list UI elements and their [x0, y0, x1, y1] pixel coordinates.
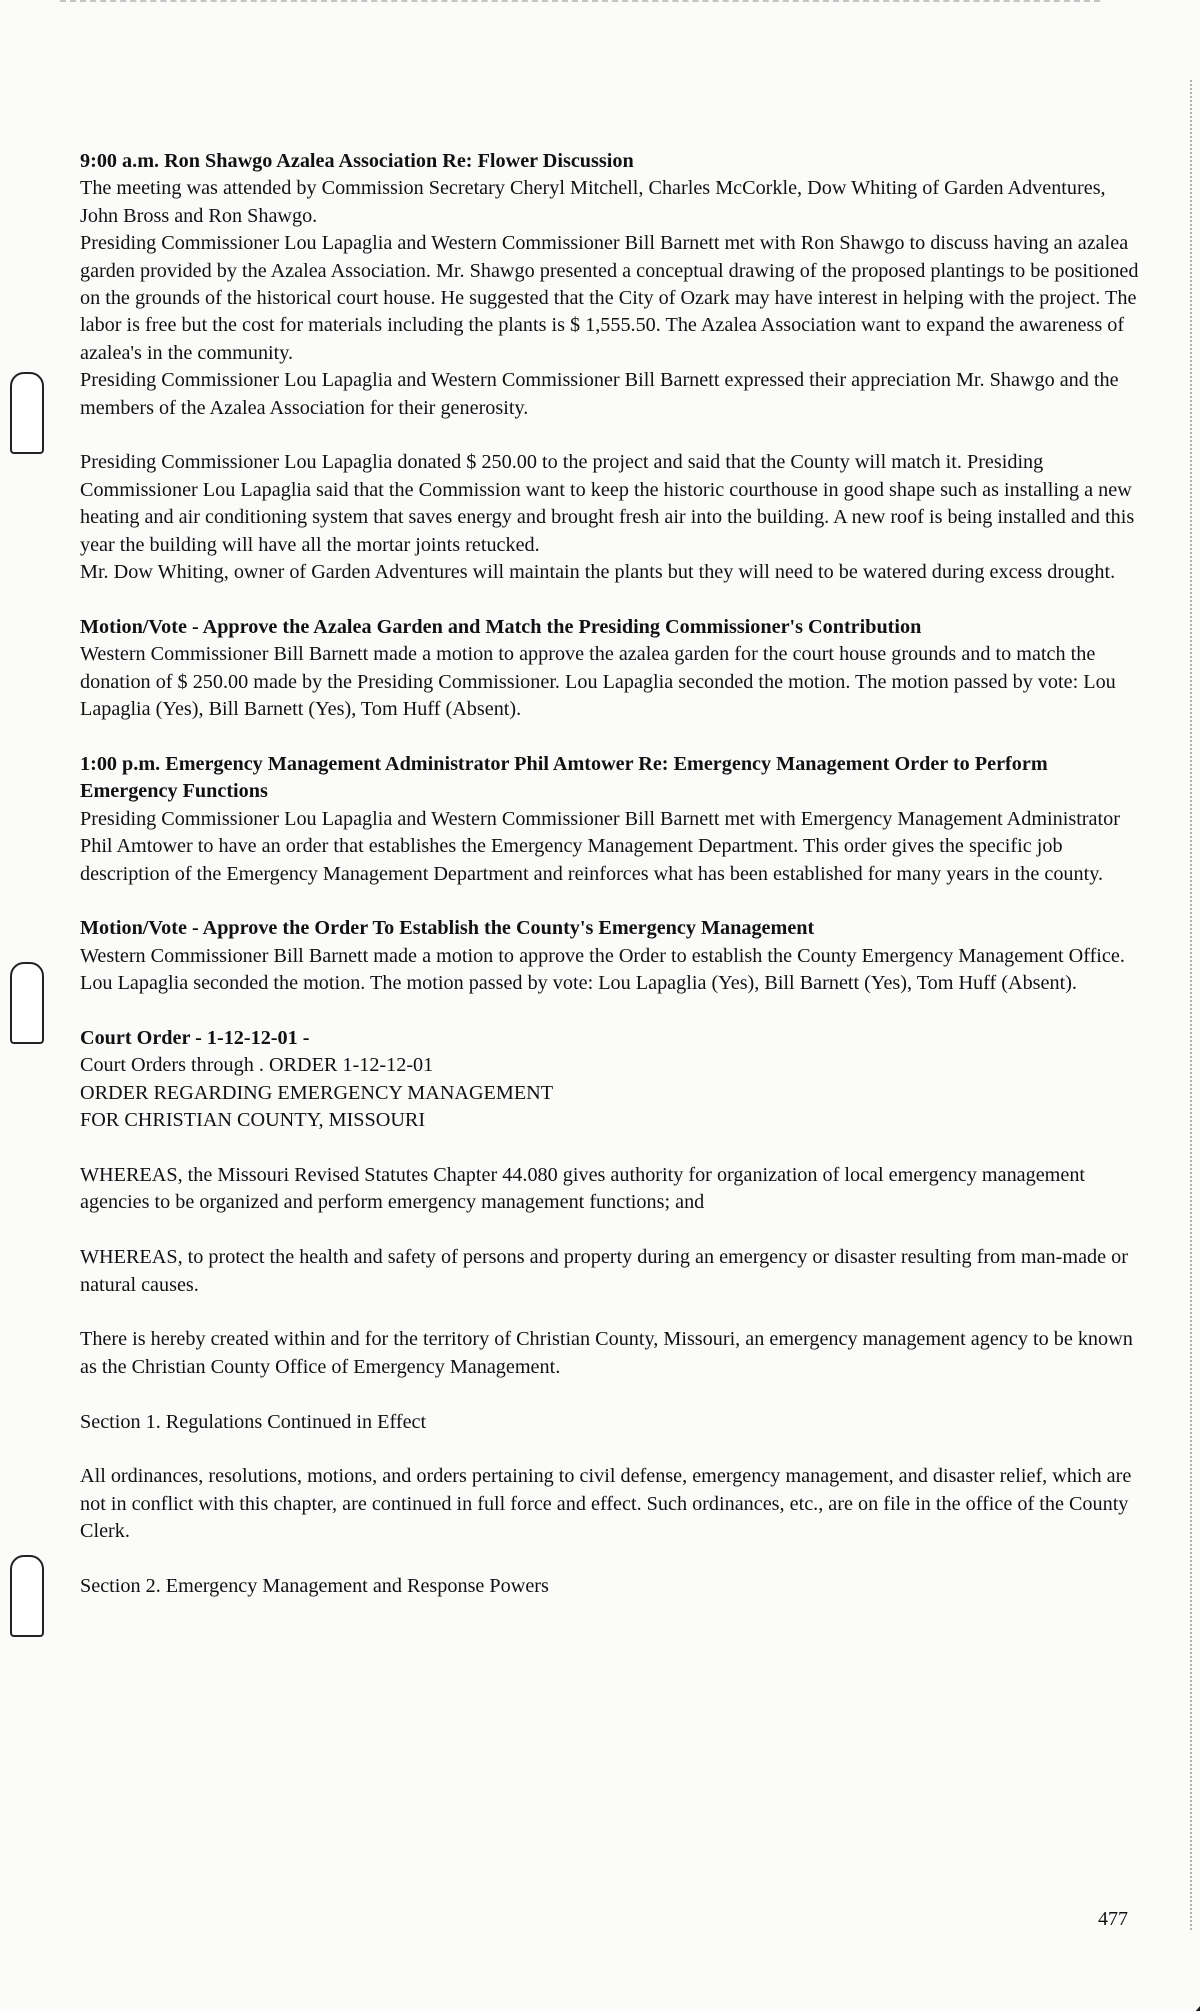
section-heading: Motion/Vote - Approve the Azalea Garden and Match the Presiding Commissioner's Contribution — [80, 615, 922, 638]
paragraph: Presiding Commissioner Lou Lapaglia and Western Commissioner Bill Barnett met with Emergency Management Administrator Phil Amtower to have an order that establishes the Emergency Management Department. This order gives the specific job description of the Emergency Management Department and reinforces what has been established for many years in the county. — [80, 807, 1120, 885]
paragraph: ORDER REGARDING EMERGENCY MANAGEMENT — [80, 1081, 554, 1104]
paragraph: Western Commissioner Bill Barnett made a motion to approve the azalea garden for the court house grounds and to match the donation of $ 250.00 made by the Presiding Commissioner. Lou Lapaglia seconded the motion. The motion passed by vote: Lou Lapaglia (Yes), Bill Barnett (Yes), Tom Huff (Absent). — [80, 643, 1116, 721]
paragraph: Court Orders through . ORDER 1-12-12-01 — [80, 1054, 434, 1077]
binder-hole-icon — [10, 1555, 44, 1637]
page-curl-bottom — [1097, 1957, 1200, 2011]
paragraph: FOR CHRISTIAN COUNTY, MISSOURI — [80, 1109, 426, 1132]
paragraph: There is hereby created within and for the territory of Christian County, Missouri, an emergency management agency to be known as the Christian County Office of Emergency Management. — [80, 1328, 1133, 1378]
paragraph: Mr. Dow Whiting, owner of Garden Adventures will maintain the plants but they will need to be watered during excess drought. — [80, 561, 1116, 584]
page-curl-top — [1127, 0, 1200, 83]
paragraph: Section 2. Emergency Management and Response Powers — [80, 1574, 549, 1597]
paragraph: Presiding Commissioner Lou Lapaglia and Western Commissioner Bill Barnett expressed their appreciation Mr. Shawgo and the members of the Azalea Association for their generosity. — [80, 369, 1119, 419]
section-heading: 9:00 a.m. Ron Shawgo Azalea Association Re: Flower Discussion — [80, 150, 634, 172]
section-heading: Court Order - 1-12-12-01 - — [80, 1026, 310, 1049]
paragraph: Presiding Commissioner Lou Lapaglia and Western Commissioner Bill Barnett met with Ron Shawgo to discuss having an azalea garden provided by the Azalea Association. Mr. Shawgo presented a conceptual drawing of the proposed plantings to be positioned on the grounds of the historical court house. He suggested that the City of Ozark may have interest in helping with the project. The labor is free but the cost for materials including the plants is $ 1,555.50. The Azalea Association want to expand the awareness of azalea's in the community. — [80, 232, 1139, 364]
binder-hole-icon — [10, 962, 44, 1044]
document-body — [80, 148, 1140, 1600]
scan-right-edge — [1187, 80, 1192, 1930]
paragraph: Western Commissioner Bill Barnett made a motion to approve the Order to establish the County Emergency Management Office. Lou Lapaglia seconded the motion. The motion passed by vote: Lou Lapaglia (Yes), Bill Barnett (Yes), Tom Huff (Absent). — [80, 944, 1125, 995]
binder-hole-icon — [10, 372, 44, 454]
paragraph: Section 1. Regulations Continued in Effect — [80, 1410, 427, 1433]
paragraph: All ordinances, resolutions, motions, and orders pertaining to civil defense, emergency management, and disaster relief, which are not in conflict with this chapter, are continued in full force and effect. Such ordinances, etc., are on file in the office of the County Clerk. — [80, 1465, 1132, 1543]
paragraph: WHEREAS, the Missouri Revised Statutes Chapter 44.080 gives authority for organization of local emergency management agencies to be organized and perform emergency management functions; and — [80, 1163, 1086, 1214]
section-heading: Motion/Vote - Approve the Order To Establish the County's Emergency Management — [80, 917, 815, 940]
page-number: 477 — [1098, 1908, 1128, 1930]
section-heading: 1:00 p.m. Emergency Management Administrator Phil Amtower Re: Emergency Management Order to Perform Emergency Functions — [80, 752, 1048, 803]
paragraph: WHEREAS, to protect the health and safety of persons and property during an emergency or disaster resulting from man-made or natural causes. — [80, 1246, 1128, 1296]
paragraph: The meeting was attended by Commission Secretary Cheryl Mitchell, Charles McCorkle, Dow Whiting of Garden Adventures, John Bross and Ron Shawgo. — [80, 177, 1106, 227]
scan-top-edge — [60, 0, 1100, 6]
paragraph: Presiding Commissioner Lou Lapaglia donated $ 250.00 to the project and said that the County will match it. Presiding Commissioner Lou Lapaglia said that the Commission want to keep the historic courthouse in good shape such as installing a new heating and air conditioning system that saves energy and brought fresh air into the building. A new roof is being installed and this year the building will have all the mortar joints retucked. — [80, 451, 1135, 556]
